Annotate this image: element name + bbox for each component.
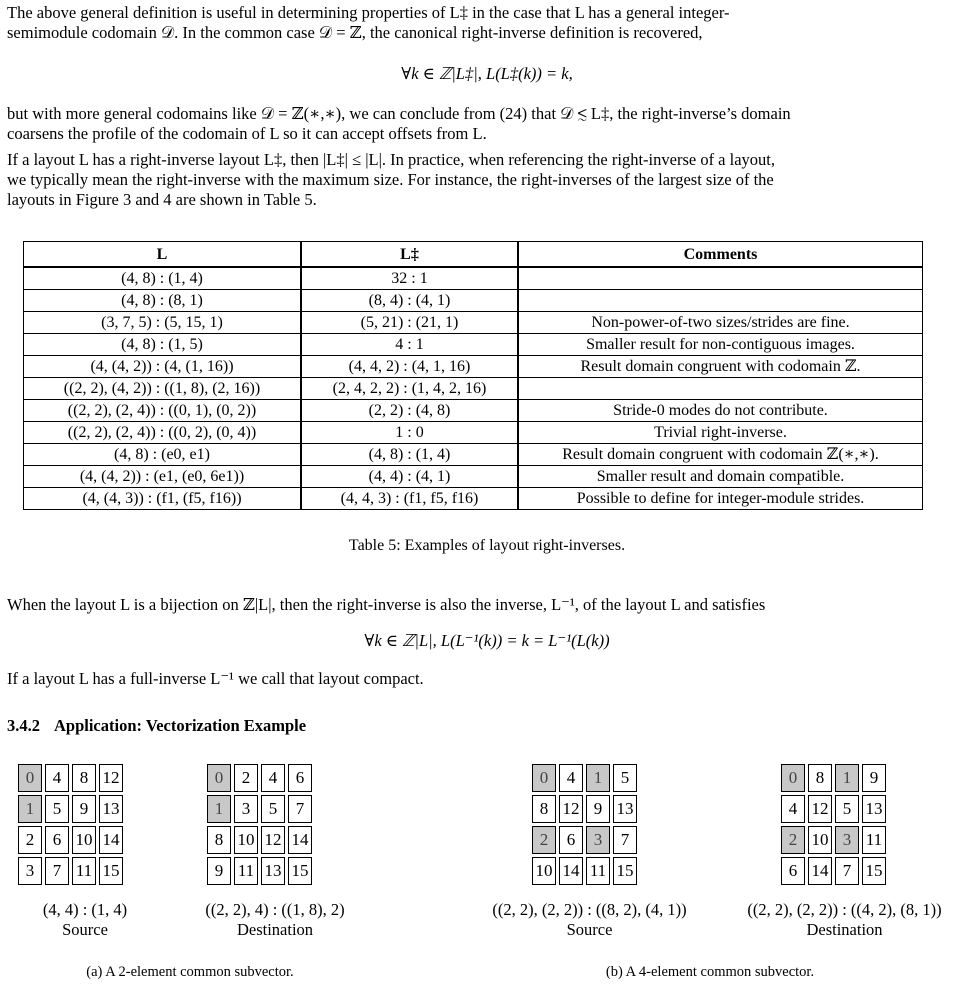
cell-right-inverse: (2, 4, 2, 2) : (1, 4, 2, 16): [301, 378, 518, 400]
section-number: 3.4.2: [7, 716, 40, 735]
grid-cell: 7: [835, 857, 859, 885]
paragraph-maximum-size: [7, 150, 967, 210]
table-row: [23, 290, 923, 312]
grid-cell: 15: [613, 857, 637, 885]
grid-cell: 13: [862, 795, 886, 823]
grid-row: [781, 764, 886, 792]
grid-cell: 1: [835, 764, 859, 792]
cell-layout: (4, 8) : (e0, e1): [23, 444, 301, 466]
grid-row: [532, 764, 637, 792]
grid-cell: 8: [532, 795, 556, 823]
grid-b-destination-label: Destination: [806, 920, 883, 939]
grid-cell: 7: [45, 857, 69, 885]
table-caption: Table 5: Examples of layout right-inverses.: [348, 537, 626, 554]
paragraph-codomain: [7, 104, 967, 144]
grid-cell: 11: [586, 857, 610, 885]
right-inverse-table: [23, 241, 923, 510]
grid-cell: 5: [613, 764, 637, 792]
grid-cell: 11: [72, 857, 96, 885]
grid-cell: 13: [99, 795, 123, 823]
table-body: [23, 268, 923, 510]
grid-cell: 11: [234, 857, 258, 885]
cell-layout: (4, 8) : (1, 5): [23, 334, 301, 356]
paragraph-inverse: [7, 595, 967, 615]
grid-b-source: [529, 761, 640, 888]
equation-full-inverse: ∀k ∈ ℤ|L|, L(L⁻¹(k)) = k = L⁻¹(L(k)): [364, 631, 610, 650]
table-row: [23, 378, 923, 400]
text-line: semimodule codomain 𝒟. In the common case 𝒟 = ℤ, the canonical right-inverse definition is recovered,: [7, 23, 703, 42]
figure-b-caption: (b) A 4-element common subvector.: [605, 964, 815, 980]
grid-cell: 12: [99, 764, 123, 792]
grid-row: [18, 857, 123, 885]
grid-cell: 3: [234, 795, 258, 823]
grid-cell: 3: [18, 857, 42, 885]
table-row: [23, 400, 923, 422]
cell-comment: [518, 268, 923, 290]
grid-cell: 9: [862, 764, 886, 792]
cell-right-inverse: (4, 4, 3) : (f1, f5, f16): [301, 488, 518, 510]
grid-row: [18, 764, 123, 792]
grid-cell: 4: [45, 764, 69, 792]
cell-right-inverse: (4, 4, 2) : (4, 1, 16): [301, 356, 518, 378]
cell-comment: Trivial right-inverse.: [518, 422, 923, 444]
table-row: [23, 466, 923, 488]
grid-cell: 10: [808, 826, 832, 854]
column-header-comments: Comments: [518, 241, 923, 268]
grid-cell: 1: [207, 795, 231, 823]
grid-cell: 5: [835, 795, 859, 823]
grid-cell: 6: [781, 857, 805, 885]
column-header-right-inverse: L‡: [301, 241, 518, 268]
cell-comment: [518, 378, 923, 400]
cell-layout: (4, (4, 3)) : (f1, (f5, f16)): [23, 488, 301, 510]
section-heading: [7, 716, 306, 736]
table-header-row: [23, 241, 923, 268]
table-row: [23, 312, 923, 334]
grid-cell: 15: [288, 857, 312, 885]
text-line: coarsens the profile of the codomain of L so it can accept offsets from L.: [7, 124, 487, 143]
cell-layout: (4, (4, 2)) : (e1, (e0, 6e1)): [23, 466, 301, 488]
grid-a-source-label: Source: [62, 920, 108, 939]
paragraph-compact: [7, 669, 967, 689]
grid-row: [18, 795, 123, 823]
grid-row: [781, 826, 886, 854]
grid-cell: 12: [261, 826, 285, 854]
grid-cell: 12: [808, 795, 832, 823]
table-row: [23, 356, 923, 378]
grid-cell: 2: [18, 826, 42, 854]
grid-cell: 9: [72, 795, 96, 823]
cell-layout: (4, 8) : (8, 1): [23, 290, 301, 312]
grid-cell: 0: [207, 764, 231, 792]
grid-cell: 5: [261, 795, 285, 823]
grid-cell: 0: [18, 764, 42, 792]
grid-cell: 4: [261, 764, 285, 792]
grid-a-source-layout: (4, 4) : (1, 4): [42, 900, 128, 919]
grid-cell: 2: [532, 826, 556, 854]
text-line: If a layout L has a full-inverse L⁻¹ we call that layout compact.: [7, 669, 424, 688]
cell-comment: [518, 290, 923, 312]
grid-a-source: [15, 761, 126, 888]
grid-row: [207, 826, 312, 854]
grid-cell: 8: [808, 764, 832, 792]
cell-right-inverse: (5, 21) : (21, 1): [301, 312, 518, 334]
table-row: [23, 268, 923, 290]
grid-cell: 11: [862, 826, 886, 854]
grid-row: [207, 795, 312, 823]
table-row: [23, 488, 923, 510]
grid-cell: 14: [559, 857, 583, 885]
cell-comment: Non-power-of-two sizes/strides are fine.: [518, 312, 923, 334]
cell-comment: Smaller result for non-contiguous images.: [518, 334, 923, 356]
grid-cell: 7: [613, 826, 637, 854]
cell-right-inverse: 4 : 1: [301, 334, 518, 356]
section-title: Application: Vectorization Example: [54, 716, 307, 735]
grid-cell: 10: [234, 826, 258, 854]
cell-right-inverse: (4, 4) : (4, 1): [301, 466, 518, 488]
grid-cell: 4: [781, 795, 805, 823]
grid-a-destination: [204, 761, 315, 888]
grid-cell: 8: [72, 764, 96, 792]
cell-layout: ((2, 2), (2, 4)) : ((0, 2), (0, 4)): [23, 422, 301, 444]
cell-layout: (4, (4, 2)) : (4, (1, 16)): [23, 356, 301, 378]
grid-cell: 2: [234, 764, 258, 792]
grid-cell: 13: [613, 795, 637, 823]
cell-comment: Smaller result and domain compatible.: [518, 466, 923, 488]
table-row: [23, 422, 923, 444]
cell-layout: (4, 8) : (1, 4): [23, 268, 301, 290]
cell-layout: ((2, 2), (4, 2)) : ((1, 8), (2, 16)): [23, 378, 301, 400]
grid-cell: 6: [45, 826, 69, 854]
grid-cell: 15: [862, 857, 886, 885]
grid-cell: 10: [532, 857, 556, 885]
grid-cell: 7: [288, 795, 312, 823]
cell-right-inverse: (4, 8) : (1, 4): [301, 444, 518, 466]
grid-cell: 14: [99, 826, 123, 854]
grid-cell: 1: [18, 795, 42, 823]
grid-cell: 15: [99, 857, 123, 885]
figure-a-caption: (a) A 2-element common subvector.: [86, 964, 294, 980]
grid-cell: 4: [559, 764, 583, 792]
grid-b-source-layout: ((2, 2), (2, 2)) : ((8, 2), (4, 1)): [492, 900, 687, 919]
cell-right-inverse: (8, 4) : (4, 1): [301, 290, 518, 312]
grid-cell: 9: [207, 857, 231, 885]
text-line: we typically mean the right-inverse with the maximum size. For instance, the right-inverses of the largest size of the: [7, 170, 774, 189]
column-header-layout: L: [23, 241, 301, 268]
table-row: [23, 444, 923, 466]
text-line: If a layout L has a right-inverse layout L‡, then |L‡| ≤ |L|. In practice, when referencing the right-inverse of a layout,: [7, 150, 775, 169]
grid-cell: 3: [586, 826, 610, 854]
grid-row: [781, 795, 886, 823]
grid-cell: 14: [808, 857, 832, 885]
grid-cell: 14: [288, 826, 312, 854]
grid-row: [781, 857, 886, 885]
grid-cell: 12: [559, 795, 583, 823]
text-line: The above general definition is useful in determining properties of L‡ in the case that L has a general integer-: [7, 3, 730, 22]
grid-b-source-label: Source: [566, 920, 613, 939]
text-line: When the layout L is a bijection on ℤ|L|, then the right-inverse is also the inverse, L⁻¹, of the layout L and satisfies: [7, 595, 766, 614]
grid-cell: 6: [288, 764, 312, 792]
paragraph-right-inverse-definition: [7, 3, 967, 43]
grid-cell: 1: [586, 764, 610, 792]
grid-cell: 2: [781, 826, 805, 854]
cell-comment: Result domain congruent with codomain ℤ(∗,∗).: [518, 444, 923, 466]
grid-cell: 6: [559, 826, 583, 854]
grid-cell: 8: [207, 826, 231, 854]
grid-a-destination-label: Destination: [236, 920, 314, 939]
cell-layout: (3, 7, 5) : (5, 15, 1): [23, 312, 301, 334]
equation-right-inverse: ∀k ∈ ℤ|L‡|, L(L‡(k)) = k,: [401, 64, 573, 83]
grid-b-destination: [778, 761, 889, 888]
table-row: [23, 334, 923, 356]
grid-b-destination-layout: ((2, 2), (2, 2)) : ((4, 2), (8, 1)): [747, 900, 942, 919]
grid-row: [207, 764, 312, 792]
cell-comment: Result domain congruent with codomain ℤ.: [518, 356, 923, 378]
grid-cell: 5: [45, 795, 69, 823]
grid-row: [532, 826, 637, 854]
cell-right-inverse: 32 : 1: [301, 268, 518, 290]
text-line: layouts in Figure 3 and 4 are shown in Table 5.: [7, 190, 317, 209]
grid-row: [18, 826, 123, 854]
grid-row: [532, 795, 637, 823]
cell-layout: ((2, 2), (2, 4)) : ((0, 1), (0, 2)): [23, 400, 301, 422]
cell-comment: Stride-0 modes do not contribute.: [518, 400, 923, 422]
grid-cell: 3: [835, 826, 859, 854]
cell-right-inverse: 1 : 0: [301, 422, 518, 444]
grid-cell: 0: [781, 764, 805, 792]
grid-row: [532, 857, 637, 885]
cell-comment: Possible to define for integer-module strides.: [518, 488, 923, 510]
grid-cell: 9: [586, 795, 610, 823]
text-line: but with more general codomains like 𝒟 = ℤ(∗,∗), we can conclude from (24) that 𝒟 ≲ L‡, the right-inverse’s domain: [7, 104, 791, 123]
cell-right-inverse: (2, 2) : (4, 8): [301, 400, 518, 422]
grid-cell: 0: [532, 764, 556, 792]
grid-a-destination-layout: ((2, 2), 4) : ((1, 8), 2): [205, 900, 345, 919]
grid-cell: 13: [261, 857, 285, 885]
grid-cell: 10: [72, 826, 96, 854]
grid-row: [207, 857, 312, 885]
